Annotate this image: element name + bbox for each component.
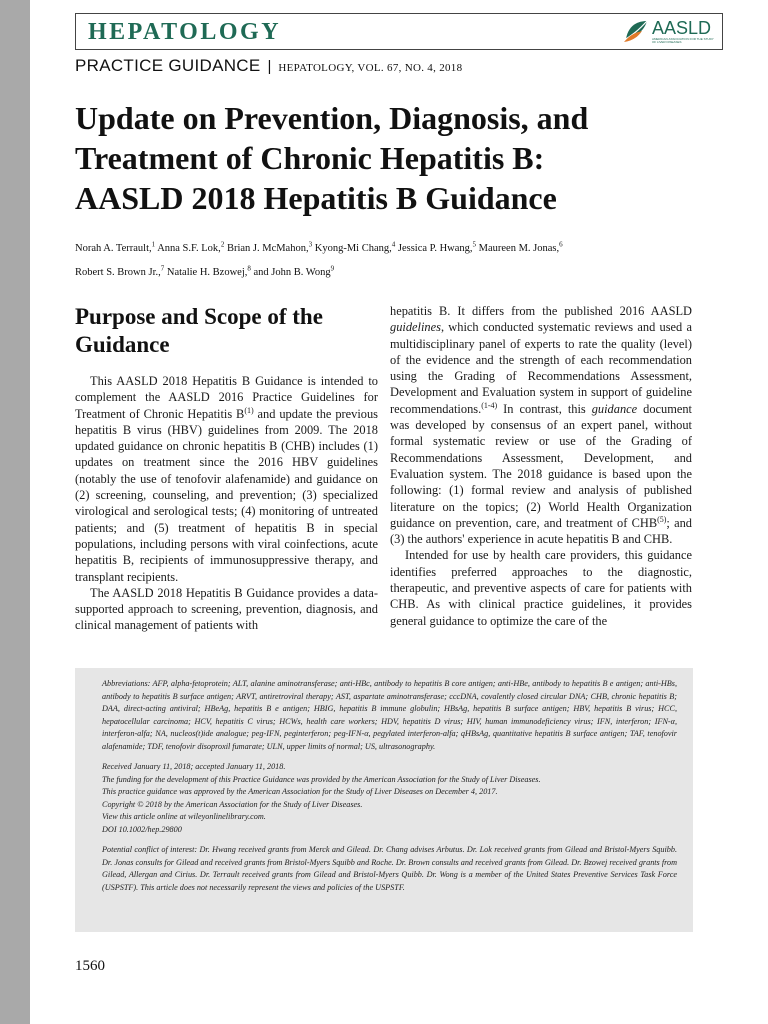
title-line-3: AASLD 2018 Hepatitis B Guidance [75, 180, 557, 216]
online-note: View this article online at wileyonlinelibrary.com. [102, 812, 266, 821]
journal-name: HEPATOLOGY [88, 19, 282, 45]
author: Jessica P. Hwang,$^5$ [397, 240, 477, 254]
section-separator: | [267, 58, 272, 75]
section-label: PRACTICE GUIDANCE [75, 56, 261, 75]
right-column [390, 303, 692, 629]
footnote-box [75, 668, 693, 932]
author: Anna S.F. Lok,$^2$ [157, 240, 225, 254]
received-note: Received January 11, 2018; accepted January 11, 2018. [102, 762, 286, 771]
author-list [75, 234, 715, 283]
author: Norah A. Terrault,$^1$ [75, 240, 156, 254]
conflict-of-interest-note: Potential conflict of interest: Dr. Hwang received grants from Merck and Gilead. Dr. Chang advises Arbutus. Dr. Lok received grants from Gilead and Bristol-Myers Squibb. Dr. Jonas consults for Gilead and received grants from Bristol-Myers Squibb and Roche. Dr. Brown consults and received grants from Gilead. Dr. Bzowej received grants from Gilead, Allergan and Cirius. Dr. Terrault received grants from Gilead and Bristol-Myers Quibb. Dr. Wong is a member of the United States Preventive Services Task Force (USPSTF). This article does not necessarily represent the views and policies of the USPSTF. [102, 845, 677, 892]
page-number: 1560 [75, 958, 105, 974]
journal-citation: HEPATOLOGY, VOL. 67, NO. 4, 2018 [278, 62, 463, 74]
aasld-leaf-icon [622, 17, 650, 45]
author: and John B. Wong$^9$ [253, 264, 335, 278]
section-heading: Purpose and Scope of the Guidance [75, 304, 323, 357]
left-margin-bar [0, 0, 30, 1024]
author: Robert S. Brown Jr.,$^7$ [75, 264, 165, 278]
document-page [30, 0, 768, 1024]
doi-note: DOI 10.1002/hep.29800 [102, 824, 182, 834]
body-paragraph: hepatitis B. It differs from the published 2016 AASLD guidelines, which conducted systematic reviews and used a multidisciplinary panel of experts to rate the quality (level) of the evidence and the strength of each recommendation using the Grading of Recommendations Assessment, Development and Evaluation system in support of guideline recommendations.$^{(1-4)}$ In contrast, this guidance document was developed by consensus of an expert panel, without formal systematic review or use of the Grading of Recommendations Assessment, Development, and Evaluation system. The 2018 guidance is based upon the following: (1) formal review and analysis of published literature on the topics; (2) World Health Organization guidance on prevention, care, and treatment of CHB$^{(5)}$; and (3) the authors' experience in acute hepatitis B and CHB. [390, 304, 692, 547]
copyright-note: Copyright © 2018 by the American Association for the Study of Liver Diseases. [102, 799, 363, 809]
section-header-line [75, 56, 462, 76]
journal-header-box [75, 13, 723, 50]
approval-note: This practice guidance was approved by the American Association for the Study of Liver Diseases on December 4, 2017. [102, 787, 498, 796]
author: Maureen M. Jonas,$^6$ [478, 240, 563, 254]
aasld-logo-subtext: AMERICAN ASSOCIATION FOR THE STUDY OF LIVER DISEASES [652, 37, 714, 44]
author: Kyong-Mi Chang,$^4$ [314, 240, 396, 254]
left-column [75, 303, 378, 634]
title-line-2: Treatment of Chronic Hepatitis B: [75, 140, 545, 176]
body-paragraph: Intended for use by health care providers, this guidance identifies preferred approaches to the diagnostic, therapeutic, and preventive aspects of care for patients with CHB. As with clinical practice guidelines, it provides general guidance to optimize the care of the [390, 548, 692, 628]
article-title [75, 98, 715, 218]
author: Natalie H. Bzowej,$^8$ [166, 264, 251, 278]
funding-note: The funding for the development of this Practice Guidance was provided by the American Association for the Study of Liver Diseases. [102, 774, 541, 784]
abbreviations-note: Abbreviations: AFP, alpha-fetoprotein; ALT, alanine aminotransferase; anti-HBc, antibody to hepatitis B core antigen; anti-HBe, antibody to hepatitis B e antigen; anti-HBs, antibody to hepatitis B surface antigen; ARVT, antiretroviral therapy; AST, aspartate aminotransferase; cccDNA, covalently closed circular DNA; CHB, chronic hepatitis B; DAA, direct-acting antiviral; HBeAg, hepatitis B e antigen; HBIG, hepatitis B immune globulin; HBsAg, hepatitis B surface antigen; HBV, hepatitis B virus; HCC, hepatocellular carcinoma; HCV, hepatitis C virus; HCWs, health care workers; HDV, hepatitis D virus; HIV, human immunodeficiency virus; IFN, interferon; IFN-α, interferon-alfa; NA, nucleos(t)ide analogue; peg-IFN, peginterferon; peg-IFN-α, pegylated interferon-alfa; qHBsAg, quantitative hepatitis B surface antigen; TAF, tenofovir alafenamide; TDF, tenofovir disoproxil fumarate; ULN, upper limits of normal; US, ultrasonography. [102, 679, 677, 751]
author: Brian J. McMahon,$^3$ [226, 240, 313, 254]
body-paragraph: The AASLD 2018 Hepatitis B Guidance provides a data-supported approach to screening, prevention, diagnosis, and clinical management of patients with [75, 585, 378, 633]
title-line-1: Update on Prevention, Diagnosis, and [75, 100, 589, 136]
aasld-logo [622, 17, 714, 46]
aasld-logo-text: AASLD [652, 18, 712, 38]
body-paragraph: This AASLD 2018 Hepatitis B Guidance is intended to complement the AASLD 2016 Practice Guidelines for Treatment of Chronic Hepatitis $B^{(1)}$ and update the previous hepatitis B virus (HBV) guidelines from 2009. The 2018 updated guidance on chronic hepatitis B (CHB) includes (1) updates on treatment since the 2016 HBV guidelines (notably the use of tenofovir alafenamide) and guidance on (2) screening, counseling, and prevention; (3) specialized virological and serological tests; (4) monitoring of untreated patients; and (5) treatment of hepatitis B in special populations, including persons with viral coinfections, acute hepatitis B, recipients of immunosuppressive therapy, and transplant recipients. [75, 374, 378, 584]
